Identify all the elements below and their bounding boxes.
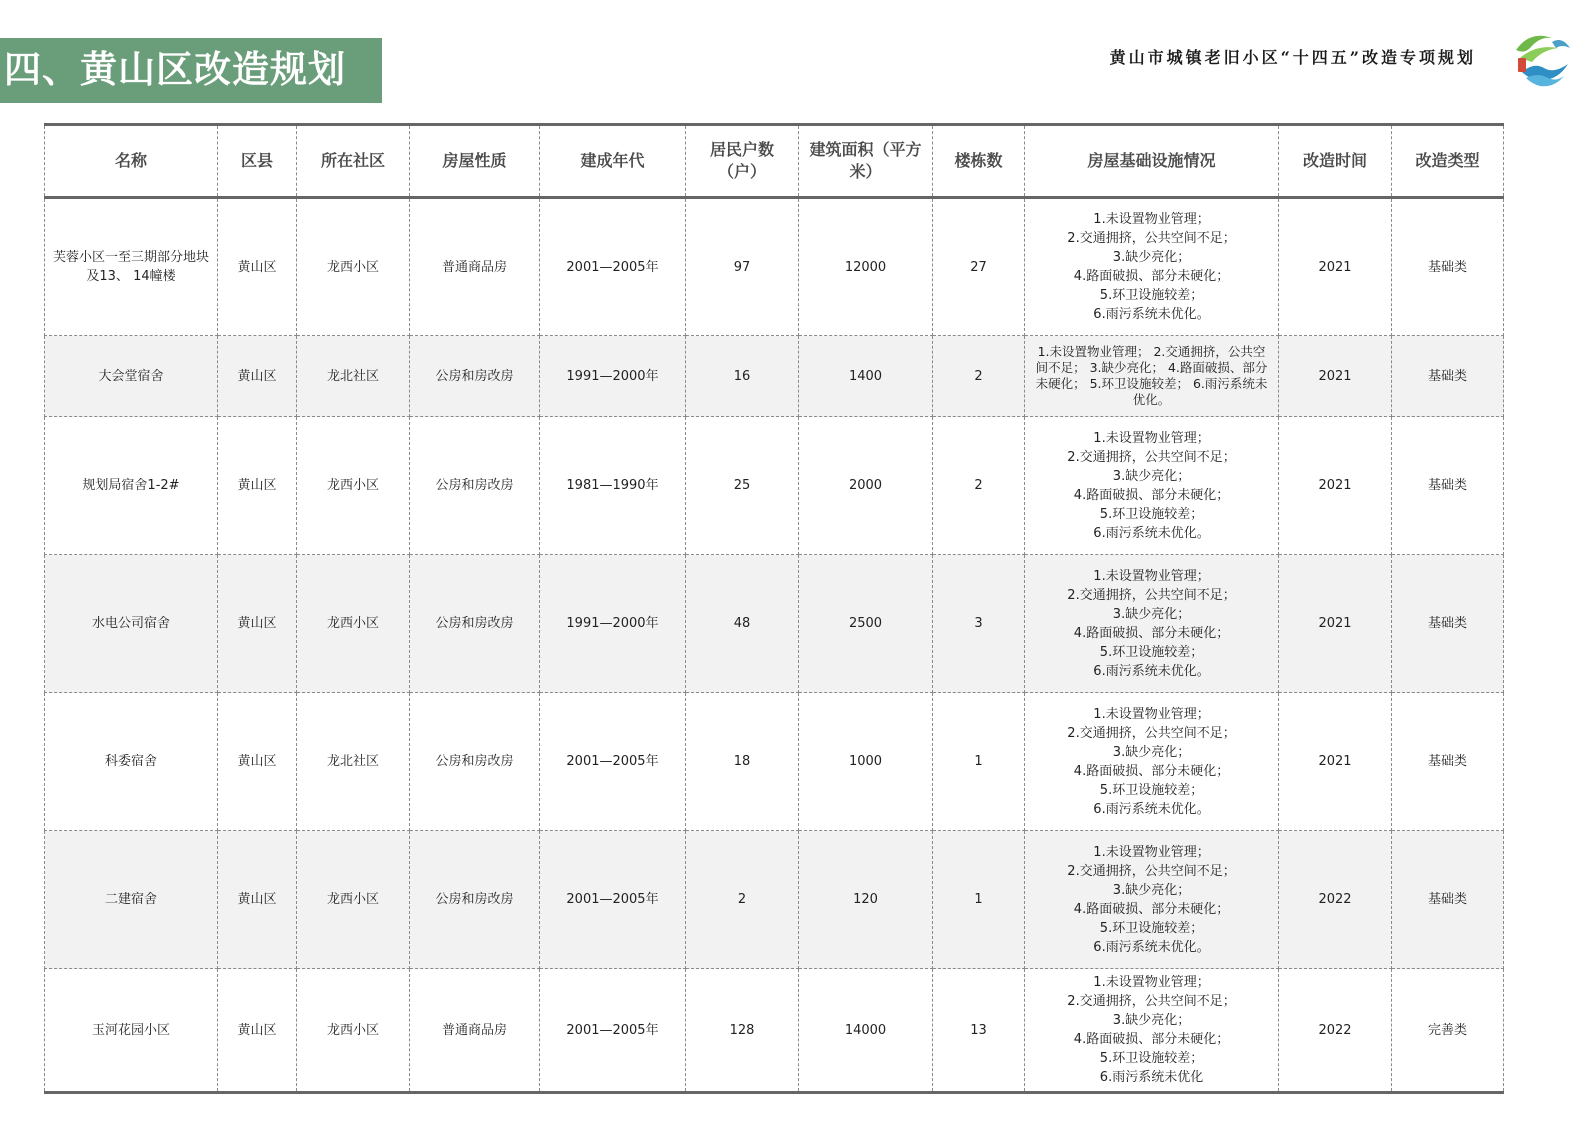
cell-name: 水电公司宿舍 xyxy=(45,555,218,693)
cell-built: 2001—2005年 xyxy=(540,969,686,1093)
cell-property-type: 公房和房改房 xyxy=(410,555,540,693)
cell-category: 基础类 xyxy=(1392,831,1504,969)
cell-households: 16 xyxy=(686,336,799,417)
cell-area: 2500 xyxy=(799,555,933,693)
header-col-district: 区县 xyxy=(218,125,297,198)
document-title: 黄山市城镇老旧小区“十四五”改造专项规划 xyxy=(1109,48,1476,67)
cell-district: 黄山区 xyxy=(218,417,297,555)
issue-line: 5.环卫设施较差； xyxy=(1099,288,1204,303)
cell-issues xyxy=(1025,969,1279,1093)
issue-line: 2.交通拥挤，公共空间不足； xyxy=(1067,994,1236,1009)
cell-community: 龙北社区 xyxy=(297,336,410,417)
issue-line: 4.路面破损、部分未硬化； xyxy=(1073,487,1230,503)
issue-line: 2.交通拥挤，公共空间不足； xyxy=(1067,231,1236,246)
issue-line: 3.缺少亮化； xyxy=(1112,468,1191,484)
header-col-buildings: 楼栋数 xyxy=(933,125,1025,198)
issue-line: 3.缺少亮化； xyxy=(1112,882,1191,898)
cell-households: 128 xyxy=(686,969,799,1093)
issue-line: 5.环卫设施较差； xyxy=(1099,1051,1204,1066)
cell-category: 完善类 xyxy=(1392,969,1504,1093)
header-col-issues: 房屋基础设施情况 xyxy=(1025,125,1279,198)
issue-line: 4.路面破损、部分未硬化； xyxy=(1073,901,1230,917)
cell-community: 龙北社区 xyxy=(297,693,410,831)
header-col-area: 建筑面积（平方米） xyxy=(799,125,933,198)
cell-time: 2021 xyxy=(1279,198,1392,336)
cell-issues xyxy=(1025,198,1279,336)
issue-line: 6.雨污系统未优化 xyxy=(1099,1070,1204,1085)
cell-households: 25 xyxy=(686,417,799,555)
table-row xyxy=(45,831,1504,969)
table-row xyxy=(45,336,1504,417)
cell-built: 2001—2005年 xyxy=(540,693,686,831)
issue-line: 4.路面破损、部分未硬化； xyxy=(1073,269,1230,284)
section-banner xyxy=(0,38,382,103)
cell-property-type: 普通商品房 xyxy=(410,969,540,1093)
cell-time: 2022 xyxy=(1279,831,1392,969)
cell-category: 基础类 xyxy=(1392,555,1504,693)
header-col-built: 建成年代 xyxy=(540,125,686,198)
cell-category: 基础类 xyxy=(1392,198,1504,336)
cell-area: 14000 xyxy=(799,969,933,1093)
cell-buildings: 2 xyxy=(933,336,1025,417)
issue-line: 2.交通拥挤，公共空间不足； xyxy=(1067,587,1236,603)
cell-district: 黄山区 xyxy=(218,198,297,336)
issue-line: 1.未设置物业管理； xyxy=(1093,430,1210,446)
header-col-community: 所在社区 xyxy=(297,125,410,198)
cell-time: 2021 xyxy=(1279,693,1392,831)
cell-area: 12000 xyxy=(799,198,933,336)
issue-line: 1.未设置物业管理； xyxy=(1093,844,1210,860)
cell-issues xyxy=(1025,417,1279,555)
cell-district: 黄山区 xyxy=(218,555,297,693)
issue-line: 6.雨污系统未优化。 xyxy=(1093,939,1210,955)
issue-line: 3.缺少亮化； xyxy=(1112,606,1191,622)
cell-property-type: 普通商品房 xyxy=(410,198,540,336)
cell-time: 2021 xyxy=(1279,417,1392,555)
cell-property-type: 公房和房改房 xyxy=(410,417,540,555)
cell-area: 120 xyxy=(799,831,933,969)
cell-issues xyxy=(1025,693,1279,831)
cell-built: 1991—2000年 xyxy=(540,555,686,693)
cell-buildings: 3 xyxy=(933,555,1025,693)
section-title: 四、黄山区改造规划 xyxy=(4,48,346,91)
cell-households: 2 xyxy=(686,831,799,969)
cell-community: 龙西小区 xyxy=(297,417,410,555)
cell-name: 玉河花园小区 xyxy=(45,969,218,1093)
cell-area: 1000 xyxy=(799,693,933,831)
cell-built: 1981—1990年 xyxy=(540,417,686,555)
header-col-time: 改造时间 xyxy=(1279,125,1392,198)
issue-line: 3.缺少亮化； xyxy=(1112,250,1191,265)
cell-buildings: 13 xyxy=(933,969,1025,1093)
cell-district: 黄山区 xyxy=(218,336,297,417)
cell-buildings: 2 xyxy=(933,417,1025,555)
cell-issues xyxy=(1025,555,1279,693)
cell-property-type: 公房和房改房 xyxy=(410,831,540,969)
cell-area: 2000 xyxy=(799,417,933,555)
cell-community: 龙西小区 xyxy=(297,831,410,969)
table-header-row xyxy=(45,125,1504,198)
renovation-plan-table xyxy=(44,123,1503,1094)
issue-line: 6.雨污系统未优化。 xyxy=(1093,801,1210,817)
issue-line: 4.路面破损、部分未硬化； xyxy=(1073,1032,1230,1047)
issue-line: 2.交通拥挤，公共空间不足； xyxy=(1067,449,1236,465)
cell-category: 基础类 xyxy=(1392,336,1504,417)
table-row xyxy=(45,417,1504,555)
cell-time: 2021 xyxy=(1279,336,1392,417)
issue-line: 5.环卫设施较差； xyxy=(1099,920,1204,936)
cell-buildings: 27 xyxy=(933,198,1025,336)
cell-issues xyxy=(1025,831,1279,969)
city-logo-icon xyxy=(1512,28,1572,90)
cell-households: 18 xyxy=(686,693,799,831)
table-row xyxy=(45,555,1504,693)
cell-name: 二建宿舍 xyxy=(45,831,218,969)
issue-line: 2.交通拥挤，公共空间不足； xyxy=(1067,863,1236,879)
header-col-category: 改造类型 xyxy=(1392,125,1504,198)
cell-community: 龙西小区 xyxy=(297,969,410,1093)
issue-line: 1.未设置物业管理； xyxy=(1093,706,1210,722)
cell-property-type: 公房和房改房 xyxy=(410,336,540,417)
cell-community: 龙西小区 xyxy=(297,198,410,336)
plan-table xyxy=(44,123,1504,1094)
cell-name: 芙蓉小区一至三期部分地块及13、 14幢楼 xyxy=(45,198,218,336)
header-col-name: 名称 xyxy=(45,125,218,198)
cell-households: 97 xyxy=(686,198,799,336)
cell-households: 48 xyxy=(686,555,799,693)
cell-time: 2022 xyxy=(1279,969,1392,1093)
issue-line: 2.交通拥挤，公共空间不足； xyxy=(1067,725,1236,741)
issue-line: 3.缺少亮化； xyxy=(1112,1013,1191,1028)
issue-line: 5.环卫设施较差； xyxy=(1099,782,1204,798)
issue-line: 1.未设置物业管理； xyxy=(1093,568,1210,584)
table-row xyxy=(45,198,1504,336)
cell-district: 黄山区 xyxy=(218,969,297,1093)
cell-community: 龙西小区 xyxy=(297,555,410,693)
header-col-households: 居民户数（户） xyxy=(686,125,799,198)
issue-line: 5.环卫设施较差； xyxy=(1099,506,1204,522)
issue-line: 4.路面破损、部分未硬化； xyxy=(1073,763,1230,779)
issue-line: 1.未设置物业管理； xyxy=(1093,212,1210,227)
cell-built: 2001—2005年 xyxy=(540,831,686,969)
cell-buildings: 1 xyxy=(933,831,1025,969)
cell-name: 科委宿舍 xyxy=(45,693,218,831)
table-row xyxy=(45,693,1504,831)
header-col-property-type: 房屋性质 xyxy=(410,125,540,198)
issue-line: 6.雨污系统未优化。 xyxy=(1093,307,1210,322)
cell-time: 2021 xyxy=(1279,555,1392,693)
issue-line: 6.雨污系统未优化。 xyxy=(1093,525,1210,541)
issue-line: 6.雨污系统未优化。 xyxy=(1093,663,1210,679)
cell-district: 黄山区 xyxy=(218,693,297,831)
table-body xyxy=(45,198,1504,1093)
cell-built: 1991—2000年 xyxy=(540,336,686,417)
issue-line: 1.未设置物业管理； xyxy=(1093,975,1210,990)
cell-issues: 1.未设置物业管理； 2.交通拥挤，公共空间不足； 3.缺少亮化； 4.路面破损、部分未硬化； 5.环卫设施较差； 6.雨污系统未优化。 xyxy=(1025,336,1279,417)
cell-name: 规划局宿舍1-2# xyxy=(45,417,218,555)
cell-property-type: 公房和房改房 xyxy=(410,693,540,831)
issue-line: 5.环卫设施较差； xyxy=(1099,644,1204,660)
table-row xyxy=(45,969,1504,1093)
cell-area: 1400 xyxy=(799,336,933,417)
cell-buildings: 1 xyxy=(933,693,1025,831)
cell-built: 2001—2005年 xyxy=(540,198,686,336)
cell-category: 基础类 xyxy=(1392,693,1504,831)
issue-line: 3.缺少亮化； xyxy=(1112,744,1191,760)
cell-district: 黄山区 xyxy=(218,831,297,969)
cell-category: 基础类 xyxy=(1392,417,1504,555)
cell-name: 大会堂宿舍 xyxy=(45,336,218,417)
issue-line: 4.路面破损、部分未硬化； xyxy=(1073,625,1230,641)
